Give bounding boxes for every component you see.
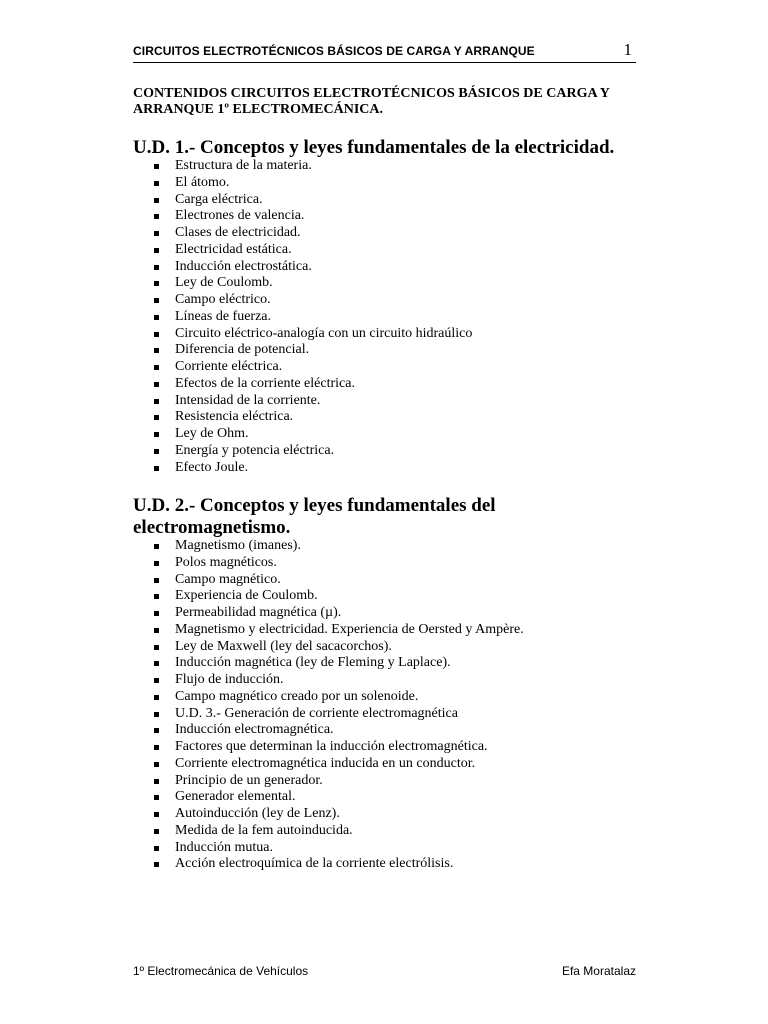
topic-item: Energía y potencia eléctrica. xyxy=(154,443,472,460)
topic-item: El átomo. xyxy=(154,175,472,192)
topic-item: Estructura de la materia. xyxy=(154,158,472,175)
footer-course: 1º Electromecánica de Vehículos xyxy=(133,964,309,978)
topic-item: Resistencia eléctrica. xyxy=(154,409,472,426)
topic-item: Campo magnético creado por un solenoide. xyxy=(154,689,524,706)
topic-item: U.D. 3.- Generación de corriente electromagnética xyxy=(154,706,524,723)
topic-item: Magnetismo y electricidad. Experiencia de Oersted y Ampère. xyxy=(154,622,524,639)
topic-item: Generador elemental. xyxy=(154,789,524,806)
topic-item: Acción electroquímica de la corriente electrólisis. xyxy=(154,856,524,873)
topic-item: Inducción magnética (ley de Fleming y Laplace). xyxy=(154,655,524,672)
topic-item: Ley de Ohm. xyxy=(154,426,472,443)
unit-2-topic-list xyxy=(154,538,524,873)
topic-item: Intensidad de la corriente. xyxy=(154,393,472,410)
topic-item: Polos magnéticos. xyxy=(154,555,524,572)
topic-item: Ley de Coulomb. xyxy=(154,275,472,292)
header-title: CIRCUITOS ELECTROTÉCNICOS BÁSICOS DE CARGA Y ARRANQUE xyxy=(133,44,535,58)
topic-item: Clases de electricidad. xyxy=(154,225,472,242)
unit-1-heading: U.D. 1.- Conceptos y leyes fundamentales de la electricidad. xyxy=(133,137,615,158)
topic-item: Autoinducción (ley de Lenz). xyxy=(154,806,524,823)
topic-item: Inducción electromagnética. xyxy=(154,722,524,739)
topic-item: Inducción mutua. xyxy=(154,840,524,857)
unit-2-heading: U.D. 2.- Conceptos y leyes fundamentales del electromagnetismo. xyxy=(133,495,496,538)
topic-item: Corriente eléctrica. xyxy=(154,359,472,376)
topic-item: Carga eléctrica. xyxy=(154,192,472,209)
page-number: 1 xyxy=(623,40,632,59)
topic-item: Efectos de la corriente eléctrica. xyxy=(154,376,472,393)
topic-item: Líneas de fuerza. xyxy=(154,309,472,326)
topic-item: Circuito eléctrico-analogía con un circuito hidraúlico xyxy=(154,326,472,343)
topic-item: Campo magnético. xyxy=(154,572,524,589)
topic-item: Medida de la fem autoinducida. xyxy=(154,823,524,840)
topic-item: Flujo de inducción. xyxy=(154,672,524,689)
topic-item: Inducción electrostática. xyxy=(154,259,472,276)
topic-item: Corriente electromagnética inducida en un conductor. xyxy=(154,756,524,773)
topic-item: Experiencia de Coulomb. xyxy=(154,588,524,605)
topic-item: Principio de un generador. xyxy=(154,773,524,790)
page-header xyxy=(133,40,636,63)
document-title: CONTENIDOS CIRCUITOS ELECTROTÉCNICOS BÁSICOS DE CARGA Y ARRANQUE 1º ELECTROMECÁNICA. xyxy=(133,86,610,117)
topic-item: Diferencia de potencial. xyxy=(154,342,472,359)
topic-item: Factores que determinan la inducción electromagnética. xyxy=(154,739,524,756)
topic-item: Ley de Maxwell (ley del sacacorchos). xyxy=(154,639,524,656)
topic-item: Efecto Joule. xyxy=(154,460,472,477)
topic-item: Electricidad estática. xyxy=(154,242,472,259)
unit-1-topic-list xyxy=(154,158,472,476)
topic-item: Permeabilidad magnética (µ). xyxy=(154,605,524,622)
topic-item: Magnetismo (imanes). xyxy=(154,538,524,555)
topic-item: Electrones de valencia. xyxy=(154,208,472,225)
footer-school: Efa Moratalaz xyxy=(561,964,636,978)
topic-item: Campo eléctrico. xyxy=(154,292,472,309)
